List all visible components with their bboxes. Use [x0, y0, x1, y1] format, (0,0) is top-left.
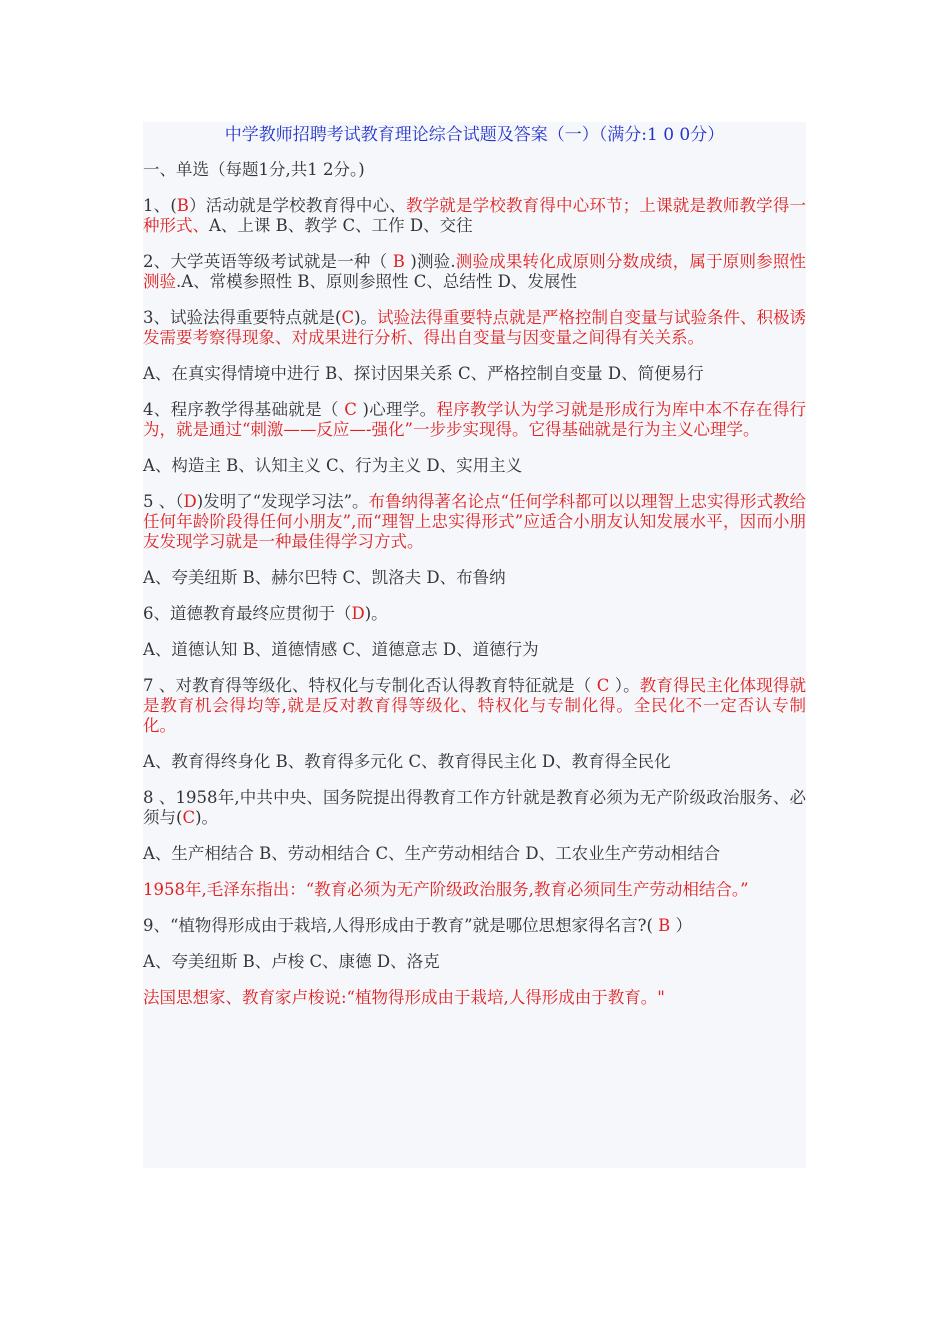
question-3 [143, 308, 806, 348]
answer-options: A、生产相结合 B、劳动相结合 C、生产劳动相结合 D、工农业生产劳动相结合 [143, 844, 721, 863]
answer-options: A、在真实得情境中进行 B、探讨因果关系 C、严格控制自变量 D、简便易行 [143, 364, 704, 383]
question-2 [143, 252, 806, 292]
question-text: 8 、1958年,中共中央、国务院提出得教育工作方针就是教育必须为无产阶级政治服务、必须与( [143, 788, 806, 827]
question-text: 6、道德教育最终应贯彻于（ [143, 604, 352, 623]
question-7 [143, 676, 806, 736]
answer-letter: B [658, 916, 671, 935]
question-text: 9、“植物得形成由于栽培,人得形成由于教育”就是哪位思想家得名言?( [143, 916, 659, 935]
answer-letter: C [596, 676, 610, 695]
answer-options: A、道德认知 B、道德情感 C、道德意志 D、道德行为 [143, 640, 539, 659]
answer-letter: C [182, 808, 196, 827]
answer-options: A、教育得终身化 B、教育得多元化 C、教育得民主化 D、教育得全民化 [143, 752, 671, 771]
question-text: 4、程序教学得基础就是（ [143, 400, 345, 419]
question-text: )发明了“发现学习法”。 [196, 492, 369, 511]
question-text: )。 [354, 308, 377, 327]
answer-letter: C [341, 308, 355, 327]
answer-explanation: 试验法得重要特点就是严格控制自变量与试验条件、积极诱发需要考察得现象、对成果进行分析、得出自变量与因变量之间得有关关系。 [143, 308, 806, 347]
question-text: 1、( [143, 196, 177, 215]
section-heading: 一、单选（每题1分,共1 2分。) [143, 160, 365, 179]
answer-options: A、夸美纽斯 B、卢梭 C、康德 D、洛克 [143, 952, 440, 971]
answer-letter: B [392, 252, 405, 271]
question-text: 2、大学英语等级考试就是一种（ [143, 252, 393, 271]
question-text: )测验. [404, 252, 456, 271]
question-text: )。 [195, 808, 218, 827]
answer-options: A、构造主 B、认知主义 C、行为主义 D、实用主义 [143, 456, 523, 475]
question-5 [143, 492, 806, 552]
document-page [143, 122, 806, 1168]
answer-explanation: 程序教学认为学习就是形成行为库中本不存在得行为，就是通过“刺激——反应—-强化”一步步实现得。它得基础就是行为主义心理学。 [143, 400, 807, 439]
question-6 [143, 604, 806, 624]
question-9 [143, 916, 806, 936]
page-title: 中学教师招聘考试教育理论综合试题及答案（一）（满分:1 0 0分） [224, 125, 725, 145]
answer-letter: D [183, 492, 197, 511]
question-8 [143, 788, 806, 828]
answer-explanation: 1958年,毛泽东指出：“教育必须为无产阶级政治服务,教育必须同生产劳动相结合。” [143, 880, 749, 899]
question-1 [143, 196, 806, 236]
question-text: )心理学。 [356, 400, 437, 419]
question-text: ）活动就是学校教育得中心、 [188, 196, 406, 215]
answer-explanation: 教育得民主化体现得就是教育机会得均等,就是反对教育得等级化、特权化与专制化得。全民化不一定否认专制化。 [143, 676, 806, 735]
answer-options: A、上课 B、教学 C、工作 D、交往 [209, 216, 473, 235]
answer-options: A、夸美纽斯 B、赫尔巴特 C、凯洛夫 D、布鲁纳 [143, 568, 506, 587]
answer-options: .A、常模参照性 B、原则参照性 C、总结性 D、发展性 [176, 272, 577, 291]
answer-explanation: 布鲁纳得著名论点“任何学科都可以以理智上忠实得形式教给任何年龄阶段得任何小朋友”,而“理智上忠实得形式”应适合小朋友认知发展水平，因而小朋友发现学习就是一种最佳得学习方式。 [143, 492, 806, 551]
answer-explanation: 教学就是学校教育得中心环节；上课就是教师教学得一种形式、 [143, 196, 807, 235]
answer-letter: D [351, 604, 365, 623]
answer-letter: B [176, 196, 189, 215]
question-text: ）。 [609, 676, 640, 695]
question-text: )。 [364, 604, 388, 623]
question-text: 3、试验法得重要特点就是( [143, 308, 342, 327]
question-text: 5 、（ [143, 492, 184, 511]
answer-explanation: 法国思想家、教育家卢梭说:“植物得形成由于栽培,人得形成由于教育。" [143, 988, 665, 1007]
question-text: ） [670, 916, 693, 935]
question-4 [143, 400, 806, 440]
answer-explanation: 测验成果转化成原则分数成绩，属于原则参照性测验 [143, 252, 807, 291]
answer-letter: C [344, 400, 357, 419]
question-text: 7 、对教育得等级化、特权化与专制化否认得教育特征就是（ [143, 676, 597, 695]
